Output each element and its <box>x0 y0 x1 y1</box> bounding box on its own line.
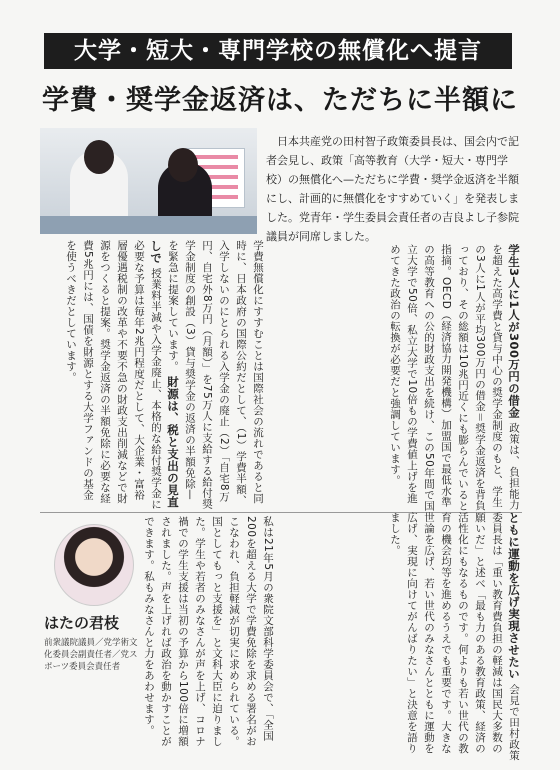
section-policy <box>282 512 522 762</box>
section-movement-heading: ともに運動を広げ実現させたい <box>507 512 521 680</box>
profile-name: はたの君枝 <box>44 614 120 632</box>
section-debt-heading: 学生3人に1人が300万円の借金 <box>507 244 521 419</box>
lead-paragraph: 日本共産党の田村智子政策委員長は、国会内で記者会見し、政策「高等教育（大学・短大・専門学校）の無償化へ—ただちに学費・奨学金返済を半額にし、計画的に無償化をすすめていく」を発表しました。党青年・学生委員会責任者の吉良よし子参院議員が同席しました。 <box>266 135 520 243</box>
headline: 学費・奨学金返済は、ただちに半額に <box>42 85 518 116</box>
avatar <box>54 524 134 606</box>
section-proposal <box>40 240 266 510</box>
profile-title: 前衆議院議員／党学術文化委員会副責任者／党スポーツ委員会責任者 <box>44 638 138 672</box>
section-proposal-text: 学費無償化にすすむことは国際社会の流れであると同時に、日本政府の国際公約だとして、（1）学費半額、入学しないのにとられる入学金の廃止（2）「自宅8万円、自宅外8万円（月額）」を75万人に支給する給付奨学金制度の創設（3）貸与奨学金の返済の半額免除—を緊急に提案しています。 <box>167 240 264 510</box>
section-movement-text: 会見で田村政策委員長は「重い教育費負担の軽減は国民大多数の願いだ」と述べ「最も力のある教育政策、経済の活性化にもなるものです。何よりも若い世代の教育の機会均等を進めるうえでも重要です。大きな世論を広げ、若い世代のみなさんとともに運動を広げ、実現に向けてがんばりたい」と決意を語りました。 <box>389 512 520 761</box>
section-funding-text: 授業料半減や入学金廃止、本格的な給付奨学金に必要な予算は毎年2兆円程度だとして、大企業・富裕層優遇税制の改革や不要不急の財政支出削減などで財源をつくると提案。奨学金返済の半額免除に必要な経費5兆円には、国債を財源とする大学ファンドの基金を使うべきだとしています。 <box>65 240 162 510</box>
section-debt <box>272 244 522 512</box>
banner-title: 大学・短大・専門学校の無償化へ提言 <box>44 33 512 69</box>
profile-message: 私は21年5月の衆院文部科学委員会で、「全国200を超える大学で学費免除を求める署名がおこなわれ、負担軽減が切実に求められている。国としてもっと支援を」と文科大臣に迫りました。学生や若者のみなさんが声を上げ、コロナ禍での学生支援は当初の予算から100倍に増額されました。声を上げれば政治を動かすことができます。私もみなさんと力をあわせます。 <box>143 516 274 747</box>
section-debt-text: 政策は、負担能力を超えた高学費と貸与中心の奨学金制度のもと、学生の3人に1人が平均300万円の借金＝奨学金返済を背負っており、その総額は10兆円近くにも膨らんでいると指摘。OECD（経済協力開発機構）加盟国で最低水準の高等教育への公的財政支出を続け、この50年間で国立大学で50倍、私立大学で10倍もの学費値上げを進めてきた政治の転換が必要だと強調しています。 <box>389 244 520 512</box>
press-conference-photo <box>40 128 257 234</box>
profile-card <box>44 524 140 673</box>
section-funding-heading: 財源は、税と支出の見直しで <box>149 240 180 508</box>
